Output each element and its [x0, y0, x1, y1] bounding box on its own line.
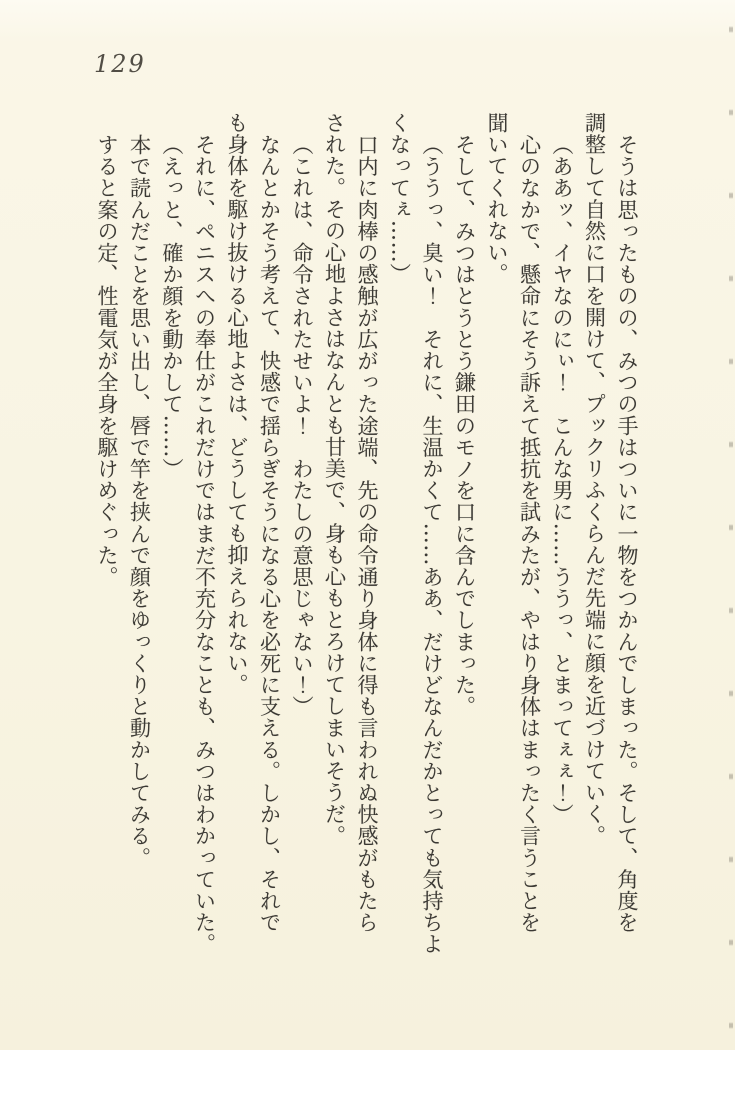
body-text	[91, 112, 644, 958]
text-line: そして、みつはとうとう鎌田のモノを口に含んでしまった。	[452, 133, 477, 717]
text-line: （えっと、確か顔を動かして……）	[160, 133, 184, 480]
text-line: （これは、命令されたせいよ！ わたしの意思じゃない！）	[290, 133, 314, 717]
page-number: 129	[94, 50, 146, 78]
text-line: そうは思ったものの、みつの手はついに一物をつかんでしまった。そして、角度を	[615, 133, 639, 933]
text-line: 調整して自然に口を開けて、プックリふくらんだ先端に顔を近づけていく。	[582, 112, 607, 847]
text-line: なんとかそう考えて、快感で揺らぎそうになる心を必死に支える。しかし、それで	[257, 133, 282, 933]
text-line: それに、ペニスへの奉仕がこれだけではまだ不充分なことも、みつはわかっていた。	[192, 133, 217, 955]
text-line: （ああッ、イヤなのにぃ！ こんな男に……ううっ、とまってぇぇ！）	[550, 133, 574, 825]
text-line: された。その心地よさはなんとも甘美で、身も心もとろけてしまいそうだ。	[322, 112, 347, 847]
text-line: も身体を駆け抜ける心地よさは、どうしても抑えられない。	[225, 112, 249, 696]
text-line: 口内に肉棒の感触が広がった途端、先の命令通り身体に得も言われぬ快感がもたら	[355, 133, 379, 933]
text-line: 本で読んだことを思い出し、唇で竿を挟んで顔をゆっくりと動かしてみる。	[127, 133, 152, 868]
text-line: すると案の定、性電気が全身を駆けめぐった。	[95, 133, 119, 588]
scan-edge-marks	[729, 0, 733, 1100]
text-line: （ううっ、臭い！ それに、生温かくて……ああ、だけどなんだかとっても気持ちよ	[420, 133, 444, 955]
text-line: 心のなかで、懸命にそう訴えて抵抗を試みたが、やはり身体はまったく言うことを	[517, 133, 542, 933]
text-line: くなってぇ……）	[387, 112, 412, 285]
text-line: 聞いてくれない。	[485, 112, 509, 285]
